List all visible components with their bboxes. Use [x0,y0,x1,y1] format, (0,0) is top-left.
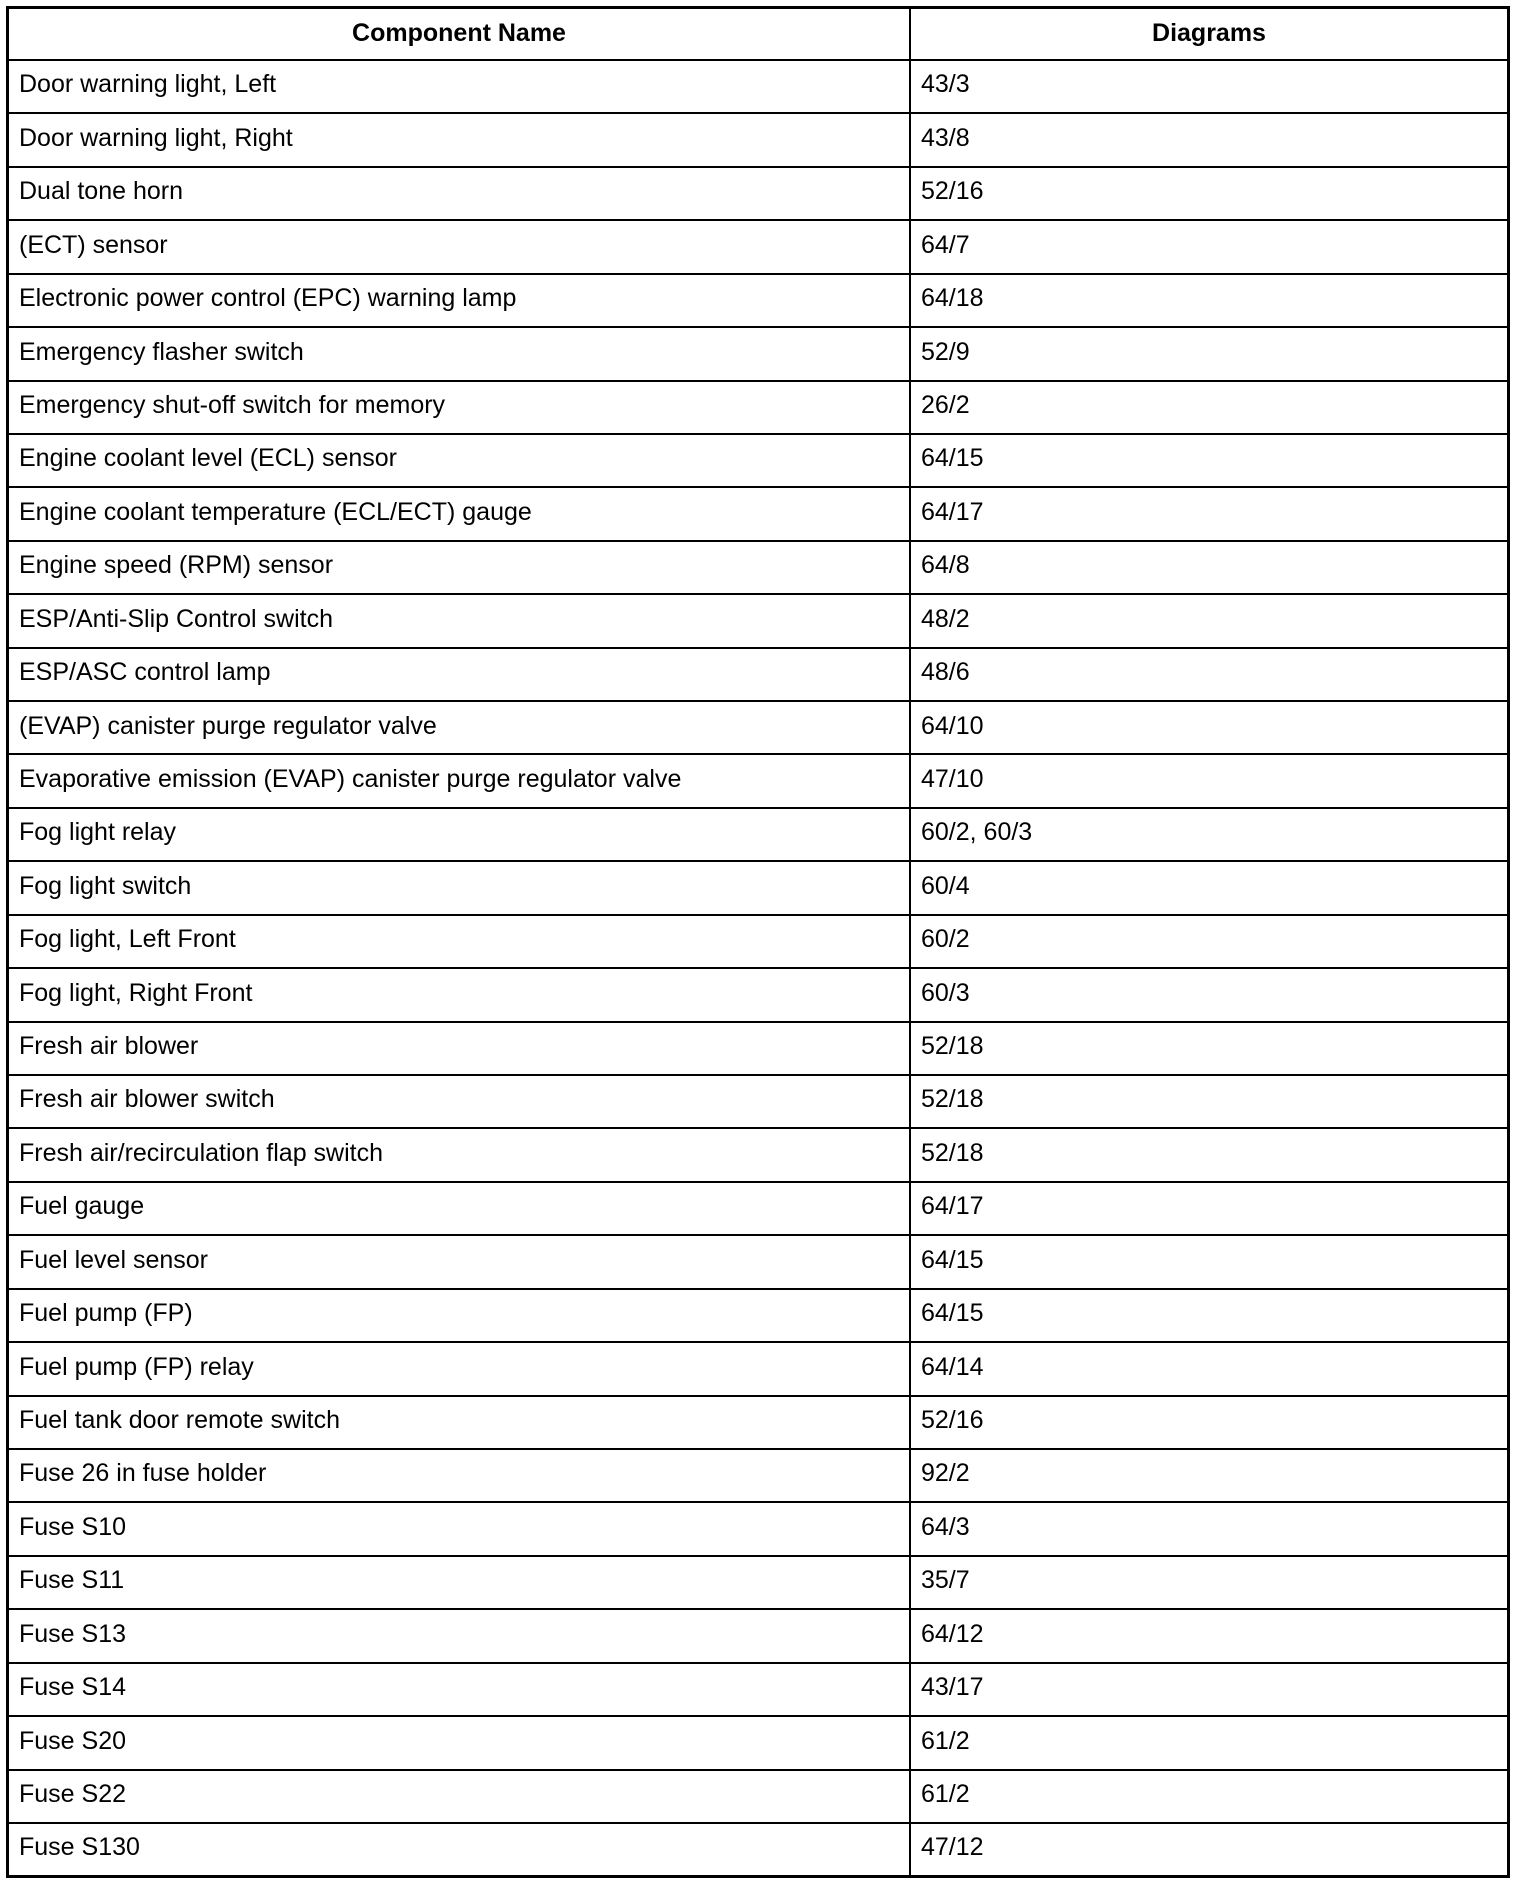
diagram-reference-cell: 64/10 [910,701,1507,754]
component-name-cell: Engine speed (RPM) sensor [9,541,910,594]
table-row [9,327,1507,380]
component-name-cell: Fog light, Right Front [9,968,910,1021]
table-row [9,701,1507,754]
table-row [9,1502,1507,1555]
table-row [9,648,1507,701]
component-name-cell: Fresh air blower [9,1022,910,1075]
diagram-reference-cell: 52/18 [910,1022,1507,1075]
table-row [9,968,1507,1021]
diagram-reference-cell: 64/8 [910,541,1507,594]
diagram-reference-cell: 64/15 [910,1235,1507,1288]
table-row [9,434,1507,487]
table-row [9,1128,1507,1181]
table-row [9,167,1507,220]
table-row [9,594,1507,647]
component-name-cell: ESP/ASC control lamp [9,648,910,701]
table-row [9,1770,1507,1823]
component-name-cell: Fog light switch [9,861,910,914]
component-diagram-table [9,9,1507,1875]
table-row [9,1556,1507,1609]
diagram-reference-cell: 64/17 [910,1182,1507,1235]
diagram-reference-cell: 64/17 [910,487,1507,540]
component-name-cell: (ECT) sensor [9,220,910,273]
diagram-reference-cell: 35/7 [910,1556,1507,1609]
component-name-cell: Fuel pump (FP) [9,1289,910,1342]
diagram-reference-cell: 61/2 [910,1716,1507,1769]
component-name-cell: Fuel pump (FP) relay [9,1342,910,1395]
table-row [9,754,1507,807]
component-name-cell: Fuse S13 [9,1609,910,1662]
table-row [9,1342,1507,1395]
diagram-reference-cell: 61/2 [910,1770,1507,1823]
component-name-cell: Fresh air blower switch [9,1075,910,1128]
diagram-reference-cell: 60/3 [910,968,1507,1021]
component-name-cell: Emergency flasher switch [9,327,910,380]
header-component-name: Component Name [9,9,910,60]
diagram-reference-cell: 52/18 [910,1075,1507,1128]
header-diagrams: Diagrams [910,9,1507,60]
diagram-reference-cell: 47/12 [910,1823,1507,1875]
component-name-cell: Fuel gauge [9,1182,910,1235]
component-name-cell: (EVAP) canister purge regulator valve [9,701,910,754]
diagram-reference-cell: 47/10 [910,754,1507,807]
table-row [9,1823,1507,1875]
component-name-cell: Door warning light, Left [9,60,910,113]
diagram-reference-cell: 64/14 [910,1342,1507,1395]
diagram-reference-cell: 60/2, 60/3 [910,808,1507,861]
table-row [9,915,1507,968]
component-name-cell: Fuse S11 [9,1556,910,1609]
table-row [9,113,1507,166]
diagram-reference-cell: 64/15 [910,1289,1507,1342]
table-row [9,541,1507,594]
component-index-sheet [6,6,1510,1878]
diagram-reference-cell: 64/3 [910,1502,1507,1555]
diagram-reference-cell: 52/16 [910,167,1507,220]
diagram-reference-cell: 60/2 [910,915,1507,968]
diagram-reference-cell: 48/6 [910,648,1507,701]
diagram-reference-cell: 52/16 [910,1396,1507,1449]
table-row [9,1075,1507,1128]
component-name-cell: Fuse S130 [9,1823,910,1875]
diagram-reference-cell: 64/18 [910,274,1507,327]
diagram-reference-cell: 64/12 [910,1609,1507,1662]
component-name-cell: Fuel level sensor [9,1235,910,1288]
table-header-row [9,9,1507,60]
component-name-cell: Dual tone horn [9,167,910,220]
component-name-cell: Engine coolant temperature (ECL/ECT) gauge [9,487,910,540]
table-row [9,1449,1507,1502]
component-name-cell: Door warning light, Right [9,113,910,166]
table-row [9,1022,1507,1075]
component-name-cell: Engine coolant level (ECL) sensor [9,434,910,487]
component-name-cell: Fuse S22 [9,1770,910,1823]
component-name-cell: Fuse 26 in fuse holder [9,1449,910,1502]
component-name-cell: Fuse S10 [9,1502,910,1555]
component-name-cell: Evaporative emission (EVAP) canister purge regulator valve [9,754,910,807]
diagram-reference-cell: 48/2 [910,594,1507,647]
component-name-cell: Electronic power control (EPC) warning lamp [9,274,910,327]
diagram-reference-cell: 52/9 [910,327,1507,380]
table-row [9,381,1507,434]
component-name-cell: Fresh air/recirculation flap switch [9,1128,910,1181]
table-row [9,274,1507,327]
table-row [9,1396,1507,1449]
component-name-cell: ESP/Anti-Slip Control switch [9,594,910,647]
component-name-cell: Fog light, Left Front [9,915,910,968]
component-name-cell: Fog light relay [9,808,910,861]
table-row [9,1182,1507,1235]
table-row [9,1289,1507,1342]
diagram-reference-cell: 43/8 [910,113,1507,166]
table-row [9,1609,1507,1662]
diagram-reference-cell: 26/2 [910,381,1507,434]
table-body [9,60,1507,1875]
component-name-cell: Fuse S20 [9,1716,910,1769]
diagram-reference-cell: 64/7 [910,220,1507,273]
table-row [9,1235,1507,1288]
component-name-cell: Fuse S14 [9,1663,910,1716]
diagram-reference-cell: 43/3 [910,60,1507,113]
table-row [9,60,1507,113]
table-row [9,808,1507,861]
diagram-reference-cell: 52/18 [910,1128,1507,1181]
table-row [9,861,1507,914]
table-row [9,487,1507,540]
component-name-cell: Fuel tank door remote switch [9,1396,910,1449]
diagram-reference-cell: 64/15 [910,434,1507,487]
component-name-cell: Emergency shut-off switch for memory [9,381,910,434]
table-row [9,1716,1507,1769]
diagram-reference-cell: 92/2 [910,1449,1507,1502]
diagram-reference-cell: 43/17 [910,1663,1507,1716]
table-row [9,220,1507,273]
table-row [9,1663,1507,1716]
diagram-reference-cell: 60/4 [910,861,1507,914]
